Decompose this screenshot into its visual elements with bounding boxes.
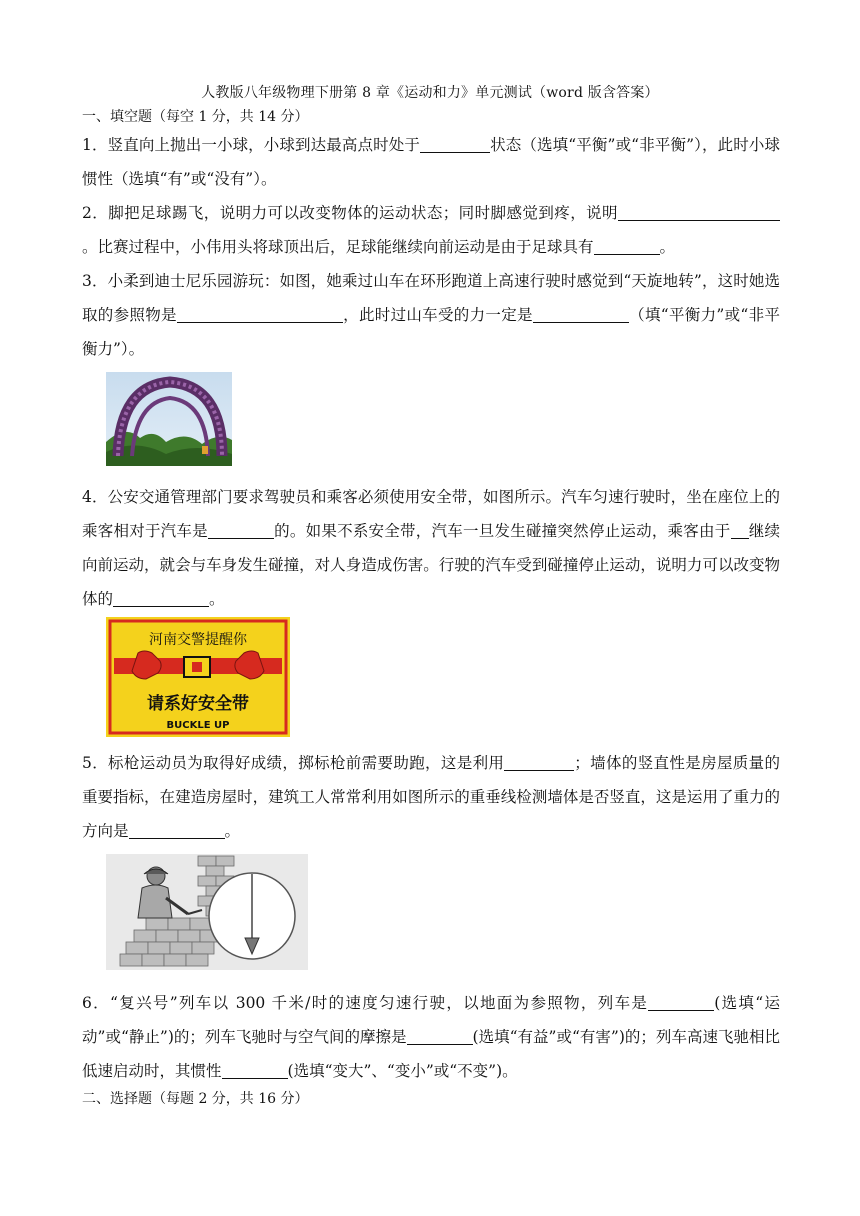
q4-text-c: 继续向前运动，就会与车身发生碰撞，对人身造成伤害。行驶的汽车受到碰撞停止运动，说明力可以改变物体的 — [82, 522, 780, 608]
q6-text-a: 6．“复兴号”列车以 300 千米/时的速度匀速行驶，以地面为参照物，列车是 — [82, 994, 649, 1012]
q1-text-a: 1．竖直向上抛出一小球，小球到达最高点时处于 — [82, 136, 421, 154]
section-heading-multiple-choice: 二、选择题（每题 2 分，共 16 分） — [82, 1091, 309, 1107]
answer-blank[interactable] — [407, 1028, 473, 1045]
question-6 — [82, 986, 780, 1088]
question-5 — [82, 746, 780, 848]
q2-text-b: 。比赛过程中，小伟用头将球顶出后，足球能继续向前运动是由于足球具有 — [82, 238, 594, 256]
question-3 — [82, 264, 780, 366]
answer-blank[interactable] — [208, 522, 274, 539]
q4-text-d: 。 — [209, 590, 225, 608]
question-2 — [82, 196, 780, 264]
answer-blank[interactable] — [222, 1062, 288, 1079]
q2-text-a: 2．脚把足球踢飞，说明力可以改变物体的运动状态；同时脚感觉到疼，说明 — [82, 204, 618, 222]
q6-text-c: (选填“有益”或“有害”)的；列车高速飞驰相比低速启动时，其惯性 — [82, 1028, 780, 1080]
q3-text-c: （填“平衡力”或“非平衡力”）。 — [82, 306, 780, 358]
seatbelt-sign — [106, 617, 290, 737]
answer-blank[interactable] — [504, 754, 574, 771]
q5-text-c: 。 — [224, 822, 241, 840]
answer-blank[interactable] — [731, 522, 749, 539]
section-heading-fill-in: 一、填空题（每空 1 分，共 14 分） — [82, 109, 309, 125]
plumb-line-image — [106, 854, 308, 970]
roller-coaster-image — [106, 372, 232, 466]
answer-blank[interactable] — [113, 590, 209, 607]
answer-blank[interactable] — [533, 306, 629, 323]
question-4 — [82, 480, 780, 616]
answer-blank[interactable] — [177, 306, 343, 323]
q6-text-d: (选填“变大”、“变小”或“不变”)。 — [287, 1062, 518, 1080]
question-1 — [82, 128, 780, 196]
q2-text-c: 。 — [659, 238, 676, 256]
answer-blank[interactable] — [129, 822, 225, 839]
sign-main-text: 请系好安全带 — [147, 694, 249, 714]
page-title: 人教版八年级物理下册第 8 章《运动和力》单元测试（word 版含答案） — [201, 85, 659, 101]
answer-blank[interactable] — [420, 136, 490, 153]
sign-top-text: 河南交警提醒你 — [149, 632, 247, 648]
answer-blank[interactable] — [648, 994, 714, 1011]
answer-blank[interactable] — [594, 238, 660, 255]
q4-text-b: 的。如果不系安全带，汽车一旦发生碰撞突然停止运动，乘客由于 — [273, 522, 731, 540]
q5-text-b: ；墙体的竖直性是房屋质量的重要指标，在建造房屋时，建筑工人常常利用如图所示的重垂线检测墙体是否竖直，这是运用了重力的方向是 — [82, 754, 780, 840]
q3-text-b: ，此时过山车受的力一定是 — [342, 306, 533, 324]
q6-text-b: (选填“运动”或“静止”)的；列车飞驰时与空气间的摩擦是 — [82, 994, 780, 1046]
q3-text-a: 3．小柔到迪士尼乐园游玩：如图，她乘过山车在环形跑道上高速行驶时感觉到“天旋地转”，这时她选取的参照物是 — [82, 272, 780, 324]
answer-blank[interactable] — [618, 204, 780, 221]
sign-english-text: BUCKLE UP — [166, 720, 230, 731]
q1-text-b: 状态（选填“平衡”或“非平衡”），此时小球惯性（选填“有”或“没有”）。 — [82, 136, 780, 188]
q4-text-a: 4．公安交通管理部门要求驾驶员和乘客必须使用安全带，如图所示。汽车匀速行驶时，坐在座位上的乘客相对于汽车是 — [82, 488, 780, 540]
q5-text-a: 5．标枪运动员为取得好成绩，掷标枪前需要助跑，这是利用 — [82, 754, 505, 772]
